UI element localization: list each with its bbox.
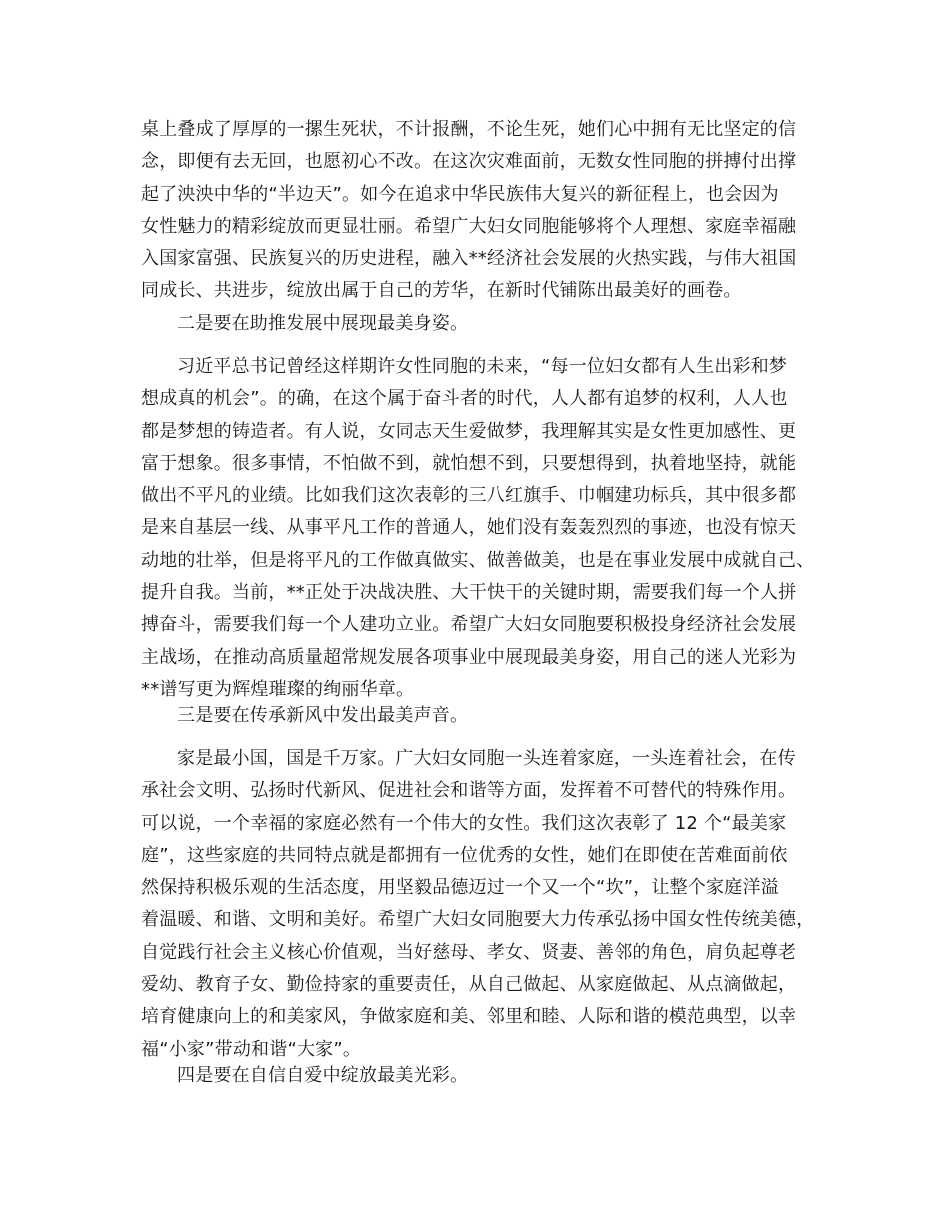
paragraph-line: 承社会文明、弘扬时代新风、促进社会和谐等方面，发挥着不可替代的特殊作用。 [141,780,797,802]
paragraph-line: 可以说，一个幸福的家庭必然有一个伟大的女性。我们这次表彰了 12 个“最美家 [141,812,787,834]
paragraph-line: 然保持积极乐观的生活态度，用坚毅品德迈过一个又一个“坎”，让整个家庭洋溢 [141,877,779,899]
paragraph-line: 提升自我。当前，**正处于决战决胜、大干快干的关键时期，需要我们每一个人拼 [141,582,797,604]
paragraph-line: 富于想象。很多事情，不怕做不到，就怕想不到，只要想得到，执着地坚持，就能 [141,452,797,474]
section-heading-4 [141,1060,841,1092]
paragraph-line: 女性魅力的精彩绽放而更显壮丽。希望广大妇女同胞能够将个人理想、家庭幸福融 [141,215,797,237]
paragraph-line: 培育健康向上的和美家风，争做家庭和美、邻里和睦、人际和谐的模范典型，以幸 [141,1006,797,1028]
section-heading-2 [141,308,841,340]
paragraph-line: 习近平总书记曾经这样期许女性同胞的未来，“每一位妇女都有人生出彩和梦 [177,356,788,377]
paragraph-line: 着温暖、和谐、文明和美好。希望广大妇女同胞要大力传承弘扬中国女性传统美德， [141,909,815,931]
paragraph-line: 起了泱泱中华的“半边天”。如今在追求中华民族伟大复兴的新征程上，也会因为 [141,183,779,205]
section-heading: 四是要在自信自爱中绽放最美光彩。 [177,1065,469,1086]
paragraph-line: 桌上叠成了厚厚的一摞生死状，不计报酬，不论生死，她们心中拥有无比坚定的信 [141,119,797,140]
section-heading: 二是要在助推发展中展现最美身姿。 [177,313,469,334]
paragraph-line: 庭”，这些家庭的共同特点就是都拥有一位优秀的女性，她们在即使在苦难面前依 [141,844,788,866]
paragraph-line: 想成真的机会”。的确，在这个属于奋斗者的时代，人人都有追梦的权利，人人也 [141,388,788,410]
paragraph-line: 福“小家”带动和谐“大家”。 [141,1038,362,1060]
paragraph-line: 都是梦想的铸造者。有人说，女同志天生爱做梦，我理解其实是女性更加感性、更 [141,420,797,442]
paragraph-line: 家是最小国，国是千万家。广大妇女同胞一头连着家庭，一头连着社会，在传 [177,748,796,769]
section-heading: 三是要在传承新风中发出最美声音。 [177,705,469,726]
paragraph-line: 入国家富强、民族复兴的历史进程，融入**经济社会发展的火热实践，与伟大祖国 [141,248,797,270]
section-heading-3 [141,700,841,732]
paragraph-3 [141,743,841,1066]
paragraph-line: 念，即便有去无回，也愿初心不改。在这次灾难面前，无数女性同胞的拼搏付出撑 [141,151,797,173]
paragraph-line: 搏奋斗，需要我们每一个人建功立业。希望广大妇女同胞要积极投身经济社会发展 [141,614,797,636]
paragraph-2 [141,351,841,706]
paragraph-line: 是来自基层一线、从事平凡工作的普通人，她们没有轰轰烈烈的事迹，也没有惊天 [141,517,797,539]
paragraph-line: 动地的壮举，但是将平凡的工作做真做实、做善做美，也是在事业发展中成就自己、 [141,549,815,571]
paragraph-line: 做出不平凡的业绩。比如我们这次表彰的三八红旗手、巾帼建功标兵，其中很多都 [141,485,797,507]
paragraph-line: **谱写更为辉煌璀璨的绚丽华章。 [141,678,415,700]
paragraph-line: 主战场，在推动高质量超常规发展各项事业中展现最美身姿，用自己的迷人光彩为 [141,646,797,668]
paragraph-1 [141,114,841,308]
paragraph-line: 爱幼、教育子女、勤俭持家的重要责任，从自己做起、从家庭做起、从点滴做起， [141,974,797,996]
paragraph-line: 同成长、共进步，绽放出属于自己的芳华，在新时代铺陈出最美好的画卷。 [141,280,742,302]
paragraph-line: 自觉践行社会主义核心价值观，当好慈母、孝女、贤妻、善邻的角色，肩负起尊老 [141,941,797,963]
